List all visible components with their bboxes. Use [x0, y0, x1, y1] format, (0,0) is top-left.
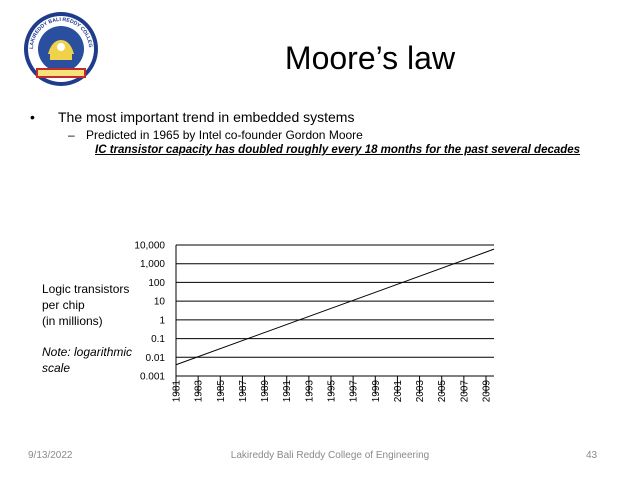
bullet-symbol: • — [30, 109, 35, 125]
x-tick-label: 1993 — [304, 380, 316, 403]
x-tick-label: 2005 — [437, 380, 449, 403]
x-tick-label: 1983 — [193, 380, 205, 403]
x-tick-label: 1985 — [215, 380, 227, 403]
x-tick-label: 1991 — [282, 380, 294, 403]
x-tick-label: 1989 — [260, 380, 272, 403]
x-tick-label: 2007 — [459, 380, 471, 403]
y-tick-label: 100 — [148, 277, 165, 289]
trend-line — [176, 249, 494, 365]
y-tick-label: 0.01 — [145, 352, 165, 364]
x-tick-label: 2009 — [481, 380, 493, 403]
y-tick-label: 0.001 — [139, 371, 165, 383]
ylabel-line: (in millions) — [42, 314, 103, 328]
x-tick-label: 2001 — [392, 380, 404, 403]
dash-symbol: – — [68, 128, 75, 142]
note-line: scale — [42, 361, 71, 375]
x-tick-label: 1981 — [171, 380, 183, 403]
footer-page-number: 43 — [586, 450, 598, 461]
ylabel-line: per chip — [42, 298, 85, 312]
bullet-sub-text: Predicted in 1965 by Intel co-founder Gordon Moore — [86, 128, 363, 142]
slide-title: Moore’s law — [284, 40, 456, 76]
footer-date: 9/13/2022 — [28, 450, 73, 461]
x-tick-label: 1987 — [237, 380, 249, 403]
x-tick-label: 1995 — [326, 380, 338, 403]
x-tick-label: 1997 — [348, 380, 360, 403]
ylabel-line: Logic transistors — [42, 282, 130, 296]
note-line: Note: logarithmic — [42, 345, 133, 359]
bullet-main-text: The most important trend in embedded systems — [58, 109, 355, 125]
x-tick-label: 2003 — [415, 380, 427, 403]
svg-text:LAKIREDDY BALI REDDY COLLEGE: LAKIREDDY BALI REDDY COLLEG — [28, 16, 94, 50]
y-tick-label: 0.1 — [151, 334, 165, 346]
footer-college: Lakireddy Bali Reddy College of Engineering — [230, 450, 430, 461]
y-tick-label: 10 — [153, 296, 165, 308]
y-tick-label: 10,000 — [134, 240, 165, 252]
x-tick-label: 1999 — [370, 380, 382, 403]
moore-quote: IC transistor capacity has doubled roughly every 18 months for the past several decades — [95, 144, 581, 156]
y-tick-label: 1 — [159, 315, 165, 327]
y-tick-label: 1,000 — [139, 259, 165, 271]
